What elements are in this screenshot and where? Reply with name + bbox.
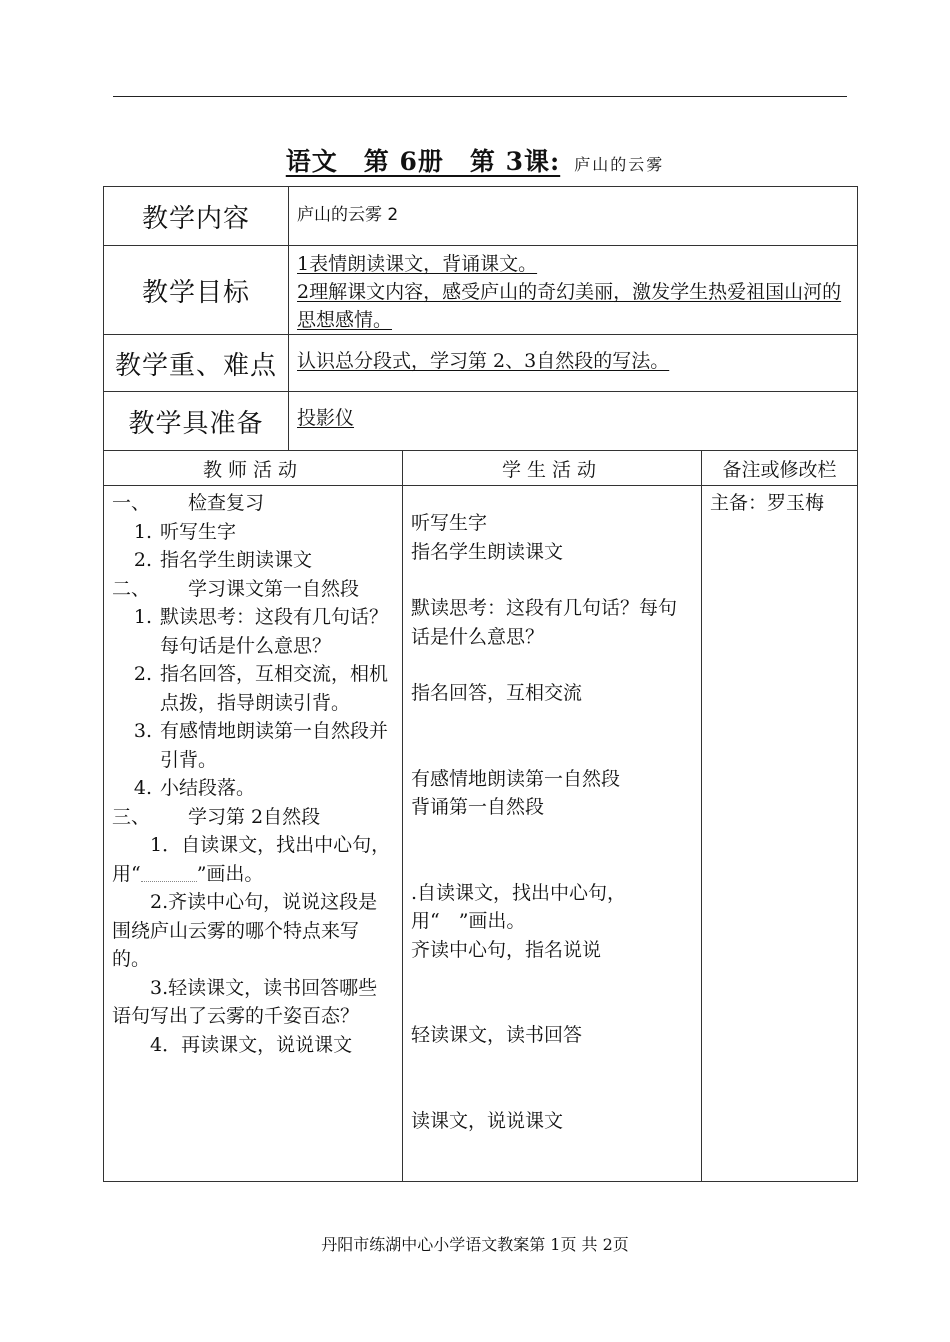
teacher-item: 1. 默读思考：这段有几句话？每句话是什么意思？ bbox=[133, 606, 389, 657]
student-line: 轻读课文，读书回答 bbox=[411, 1024, 583, 1046]
teacher-item: 1．自读课文，找出中心句，用“ ”画出。 bbox=[112, 834, 391, 885]
teacher-item: 3.轻读课文，读书回答哪些语句写出了云雾的千姿百态？ bbox=[112, 976, 378, 1027]
value-goals bbox=[289, 246, 858, 335]
notes-author: 主备：罗玉梅 bbox=[710, 492, 825, 514]
teacher-section-3: 三、 学习第 2自然段 bbox=[112, 805, 321, 828]
row-activities bbox=[104, 486, 858, 1182]
student-line: 读课文，说说课文 bbox=[411, 1109, 564, 1132]
notes-cell bbox=[702, 486, 858, 1182]
teacher-section-1: 一、 检查复习 bbox=[112, 492, 265, 514]
teacher-item: 2.齐读中心句，说说这段是围绕庐山云雾的哪个特点来写的。 bbox=[112, 891, 378, 970]
title-lesson-name: 庐山的云雾 bbox=[574, 155, 665, 174]
wavy-underline-mark bbox=[141, 867, 197, 882]
goal-line-1: 1表情朗读课文，背诵课文。 bbox=[297, 253, 538, 275]
page-title bbox=[0, 142, 950, 178]
label-goals: 教学目标 bbox=[104, 246, 289, 335]
teacher-item: 1. 听写生字 bbox=[133, 520, 237, 543]
teacher-section-2: 二、 学习课文第一自然段 bbox=[112, 577, 360, 600]
row-tools bbox=[104, 392, 858, 451]
student-line: .自读课文，找出中心句，用“ ”画出。 bbox=[411, 881, 627, 932]
title-main: 语文 第 6册 第 3课: bbox=[285, 147, 561, 176]
student-line: 指名学生朗读课文 bbox=[411, 540, 564, 563]
student-line: 背诵第一自然段 bbox=[411, 796, 545, 818]
lesson-plan-table bbox=[103, 186, 858, 1182]
row-goals bbox=[104, 246, 858, 335]
teacher-item: 2. 指名回答，互相交流，相机点拨，指导朗读引背。 bbox=[133, 663, 389, 714]
student-activity-cell bbox=[403, 486, 702, 1182]
teacher-item: 4．再读课文，说说课文 bbox=[150, 1033, 353, 1056]
row-content bbox=[104, 187, 858, 246]
teacher-item: 3. 有感情地朗读第一自然段并引背。 bbox=[133, 720, 389, 771]
student-line: 指名回答，互相交流 bbox=[411, 682, 583, 704]
student-line: 齐读中心句，指名说说 bbox=[411, 938, 602, 961]
student-line: 默读思考：这段有几句话？每句话是什么意思？ bbox=[411, 597, 678, 648]
row-key-points bbox=[104, 335, 858, 392]
teacher-item: 4. 小结段落。 bbox=[133, 777, 256, 799]
header-rule bbox=[113, 96, 847, 97]
header-notes: 备注或修改栏 bbox=[702, 451, 858, 486]
goal-line-2: 2理解课文内容，感受庐山的奇幻美丽，激发学生热爱祖国山河的思想感情。 bbox=[297, 281, 842, 331]
teacher-item: 2. 指名学生朗读课文 bbox=[133, 549, 313, 571]
tools-text: 投影仪 bbox=[297, 407, 355, 429]
key-points-text: 认识总分段式，学习第 2、3自然段的写法。 bbox=[297, 350, 670, 372]
student-line: 有感情地朗读第一自然段 bbox=[411, 767, 621, 790]
value-key-points bbox=[289, 335, 858, 392]
page-footer: 丹阳市练湖中心小学语文教案第 1页 共 2页 bbox=[321, 1235, 629, 1254]
value-content: 庐山的云雾 2 bbox=[289, 187, 858, 246]
label-key-points: 教学重、难点 bbox=[104, 335, 289, 392]
student-line: 听写生字 bbox=[411, 512, 488, 534]
header-teacher-activity: 教师活动 bbox=[104, 451, 403, 486]
label-tools: 教学具准备 bbox=[104, 392, 289, 451]
teacher-activity-cell bbox=[104, 486, 403, 1182]
row-column-headers bbox=[104, 451, 858, 486]
label-content: 教学内容 bbox=[104, 187, 289, 246]
header-student-activity: 学生活动 bbox=[403, 451, 702, 486]
value-tools bbox=[289, 392, 858, 451]
